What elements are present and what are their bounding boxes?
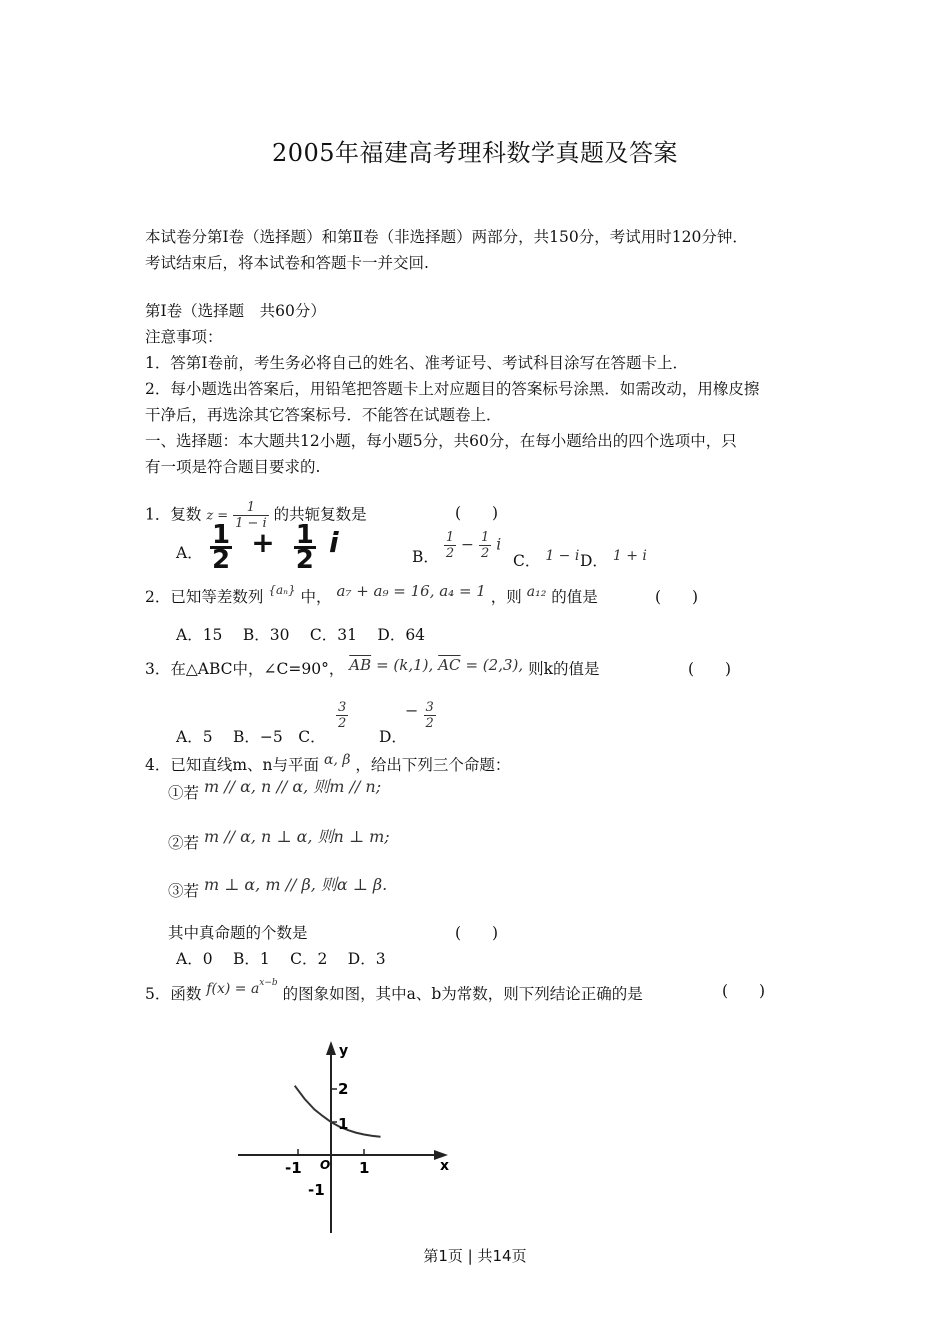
q4-question: 其中真命题的个数是 [168,924,308,942]
q3-ab: $\overline{AB}$ [349,656,372,674]
q1-z-eq: z = [206,508,229,524]
q1-b-i: i [496,535,502,554]
q3-c-frac-inner [336,700,348,731]
x-axis-label: x [440,1158,450,1174]
q2-options: A．15 B．30 C．31 D．64 [176,626,426,644]
q4-prefix: 4．已知直线m、n与平面 [145,756,320,774]
q3-c-num: 3 [338,700,347,715]
intro-line-1: 本试卷分第Ⅰ卷（选择题）和第Ⅱ卷（非选择题）两部分，共150分，考试用时120分钟． [145,228,748,246]
q1-a-i: i [328,526,339,559]
q1-b-den1: 2 [445,546,455,561]
intro-line-2: 考试结束后，将本试卷和答题卡一并交回. [145,254,429,272]
q3-d-minus: − [405,701,419,720]
instruction-a: 一、选择题：本大题共12小题，每小题5分，共60分，在每小题给出的四个选项中，只 [145,432,737,450]
notice-heading: 注意事项： [145,328,223,346]
q1-prefix: 1．复数 [145,505,202,524]
origin-label: O [320,1158,331,1172]
q1-den: 1 − i [235,516,267,531]
q4-p1-label: ①若 [168,784,200,802]
q5-func: f(x) = a [206,981,260,998]
q3-c-den: 2 [338,716,347,731]
q4-proposition-2 [168,827,390,856]
page-title: 2005年福建高考理科数学真题及答案 [271,139,679,167]
q1-option-b [412,530,502,566]
q5-exp: x−b [259,978,278,988]
q3-ac-val: = (2,3), [465,656,524,674]
q2-cond: a₇ + a₉ = 16, a₄ = 1 [336,582,486,600]
q4-proposition-3 [168,875,388,904]
q1-b-num2: 1 [480,530,490,545]
q1-a-num2: 1 [295,520,314,550]
q1-a-plus: + [251,526,275,559]
q1-a-num1: 1 [212,520,231,550]
q1-num: 1 [233,500,269,516]
q1-options [176,540,203,580]
notice-1: 1．答第Ⅰ卷前，考生务必将自己的姓名、准考证号、考试科目涂写在答题卡上． [145,354,688,372]
q1-b-frac1 [444,530,456,561]
q5-prefix: 5．函数 [145,985,202,1004]
q3-d-num: 3 [425,700,434,715]
q3-ab-val: = (k,1), [376,656,434,674]
q3-c-frac [336,700,348,731]
q5-paren: ( ) [722,982,766,1000]
y-tick-label-2: 2 [338,1080,349,1098]
question-4 [145,752,510,779]
q1-suffix: 的共轭复数是 [273,505,367,524]
q3-d-frac [405,700,436,731]
notice-2b: 干净后，再选涂其它答案标号．不能答在试题卷上． [145,406,502,424]
instruction-b: 有一项是符合题目要求的. [145,458,321,476]
question-3 [145,656,599,682]
y-axis-arrow [326,1041,336,1055]
q2-suffix: 的值是 [551,588,598,606]
q1-paren: ( ) [455,504,499,522]
q5-suffix: 的图象如图，其中a、b为常数，则下列结论正确的是 [282,985,643,1004]
q1-option-d [580,548,647,575]
q1-a-den1: 2 [212,545,231,575]
notice-2a: 2．每小题选出答案后，用铅笔把答题卡上对应题目的答案标号涂黑．如需改动，用橡皮擦 [145,380,760,398]
q3-d-label: D． [379,728,407,746]
q4-paren: ( ) [455,924,499,942]
q4-p1: m // α, n // α, 则m // n; [203,777,382,796]
q1-a-frac2 [294,520,316,575]
page-footer: 第1页 | 共14页 [423,1247,527,1265]
q3-ac: $\overline{AC}$ [438,656,461,674]
question-2 [145,584,598,611]
q4-suffix: ，给出下列三个命题： [355,756,511,774]
question-5 [145,978,643,1008]
q1-a-den2: 2 [295,545,314,575]
q2-then: ，则 [490,588,522,606]
q1-b-den2: 2 [480,546,490,561]
q1-b-num1: 1 [445,530,455,545]
y-axis-label: y [339,1043,349,1059]
q4-planes: α, β [323,752,351,768]
q3-d-den: 2 [425,716,434,731]
q4-options: A．0 B．1 C．2 D．3 [176,950,386,968]
q2-mid: 中， [300,588,332,606]
q4-proposition-1 [168,777,382,806]
y-tick-label-neg1: -1 [308,1181,325,1199]
q1-b-minus: − [461,535,475,554]
q1-a-label: A． [176,544,203,562]
q2-paren: ( ) [655,588,699,606]
q1-c-label: C． [513,552,541,570]
q1-b-frac2 [479,530,491,561]
q4-p2: m // α, n ⊥ α, 则n ⊥ m; [203,827,390,846]
q1-b-label: B． [412,547,439,566]
y-tick-label-1: 1 [338,1115,349,1133]
q4-p2-label: ②若 [168,834,200,852]
q3-paren: ( ) [688,660,732,678]
x-tick-label-neg1: -1 [285,1159,302,1177]
q3-options: A．5 B．−5 C． [176,728,326,746]
x-tick-label-1: 1 [359,1159,370,1177]
q4-p3: m ⊥ α, m // β, 则α ⊥ β. [203,875,388,894]
q1-d-val: 1 + i [612,548,647,564]
q1-option-c [513,548,579,575]
section-heading: 第Ⅰ卷（选择题 共60分） [145,302,326,320]
q3-suffix: 则k的值是 [528,660,600,678]
q2-target: a₁₂ [526,584,547,600]
q3-prefix: 3．在△ABC中，∠C=90°， [145,660,345,678]
q5-graph [230,1035,460,1235]
q4-p3-label: ③若 [168,882,200,900]
q3-d-frac-inner [424,700,436,731]
q2-prefix: 2．已知等差数列 [145,588,264,606]
q1-d-label: D． [580,552,608,570]
q1-c-val: 1 − i [545,548,580,564]
q2-seq: {aₙ} [268,583,296,597]
q1-a-frac1 [210,520,232,575]
